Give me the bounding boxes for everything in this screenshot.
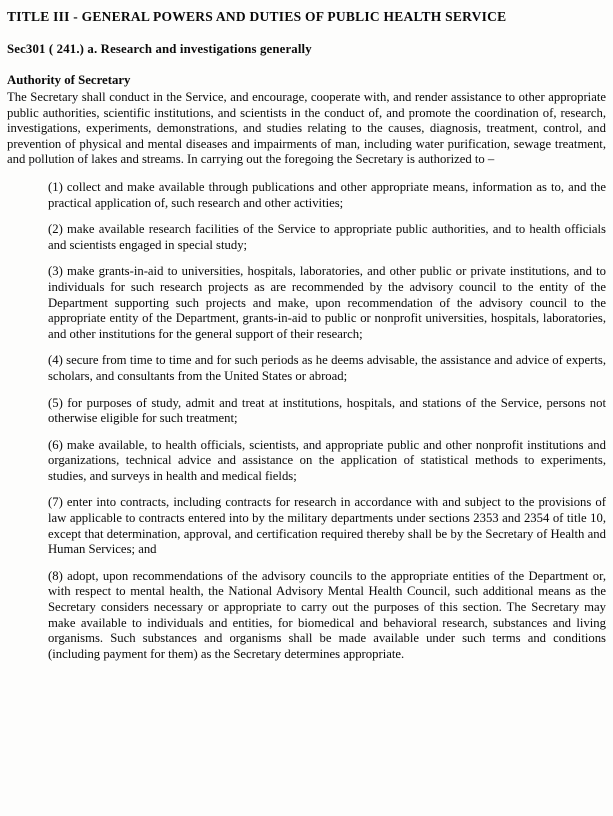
legal-item-4: (4) secure from time to time and for such periods as he deems advisable, the assistance and advice of experts, scholars, and consultants from the United States or abroad; [48, 353, 606, 383]
legal-item-3: (3) make grants-in-aid to universities, hospitals, laboratories, and other public or private institutions, and to individuals for such research projects as are recommended by the advisory council to the entity of the Department supporting such projects and make, upon recommendation of the advisory council to the appropriate entity of the Department, grants-in-aid to public or nonprofit universities, hospitals, laboratories, and other institutions for the general support of their research; [48, 264, 606, 341]
legal-item-2: (2) make available research facilities of the Service to appropriate public authorities, and to health officials and scientists engaged in special study; [48, 222, 606, 252]
legal-item-7: (7) enter into contracts, including contracts for research in accordance with and subject to the provisions of law applicable to contracts entered into by the military departments under sections 2353 and 2354 of title 10, except that determination, approval, and certification required thereby shall be by the Secretary of Health and Human Services; and [48, 495, 606, 557]
legal-item-5: (5) for purposes of study, admit and treat at institutions, hospitals, and stations of the Service, persons not otherwise eligible for such treatment; [48, 395, 606, 426]
document-title: TITLE III - GENERAL POWERS AND DUTIES OF PUBLIC HEALTH SERVICE [7, 9, 507, 24]
legal-item-8: (8) adopt, upon recommendations of the advisory councils to the appropriate entities of the Department or, with respect to mental health, the National Advisory Mental Health Council, such additional means as the Secretary considers necessary or appropriate to carry out the purposes of this section. The Secretary may make available to individuals and entities, for biomedical and behavioral research, substances and living organisms. Such substances and organisms shall be made available under such terms and conditions (including payment for them) as the Secretary determines appropriate. [48, 568, 606, 661]
intro-paragraph: The Secretary shall conduct in the Service, and encourage, cooperate with, and render assistance to other appropriate public authorities, scientific institutions, and scientists in the conduct of, and promote the coordination of, research, investigations, experiments, demonstrations, and studies relating to the causes, diagnosis, treatment, control, and prevention of physical and mental diseases and impairments of man, including water purification, sewage treatment, and pollution of lakes and streams. In carrying out the foregoing the Secretary is authorized to – [7, 90, 606, 167]
legal-item-1: (1) collect and make available through publications and other appropriate means, information as to, and the practical application of, such research and other activities; [48, 179, 606, 210]
section-heading: Sec301 ( 241.) a. Research and investigations generally [7, 42, 312, 56]
legal-item-6: (6) make available, to health officials, scientists, and appropriate public and other nonprofit institutions and organizations, technical advice and assistance on the application of statistical methods to experiments, studies, and surveys in health and medical fields; [48, 437, 606, 483]
authority-subheading: Authority of Secretary [7, 73, 131, 87]
